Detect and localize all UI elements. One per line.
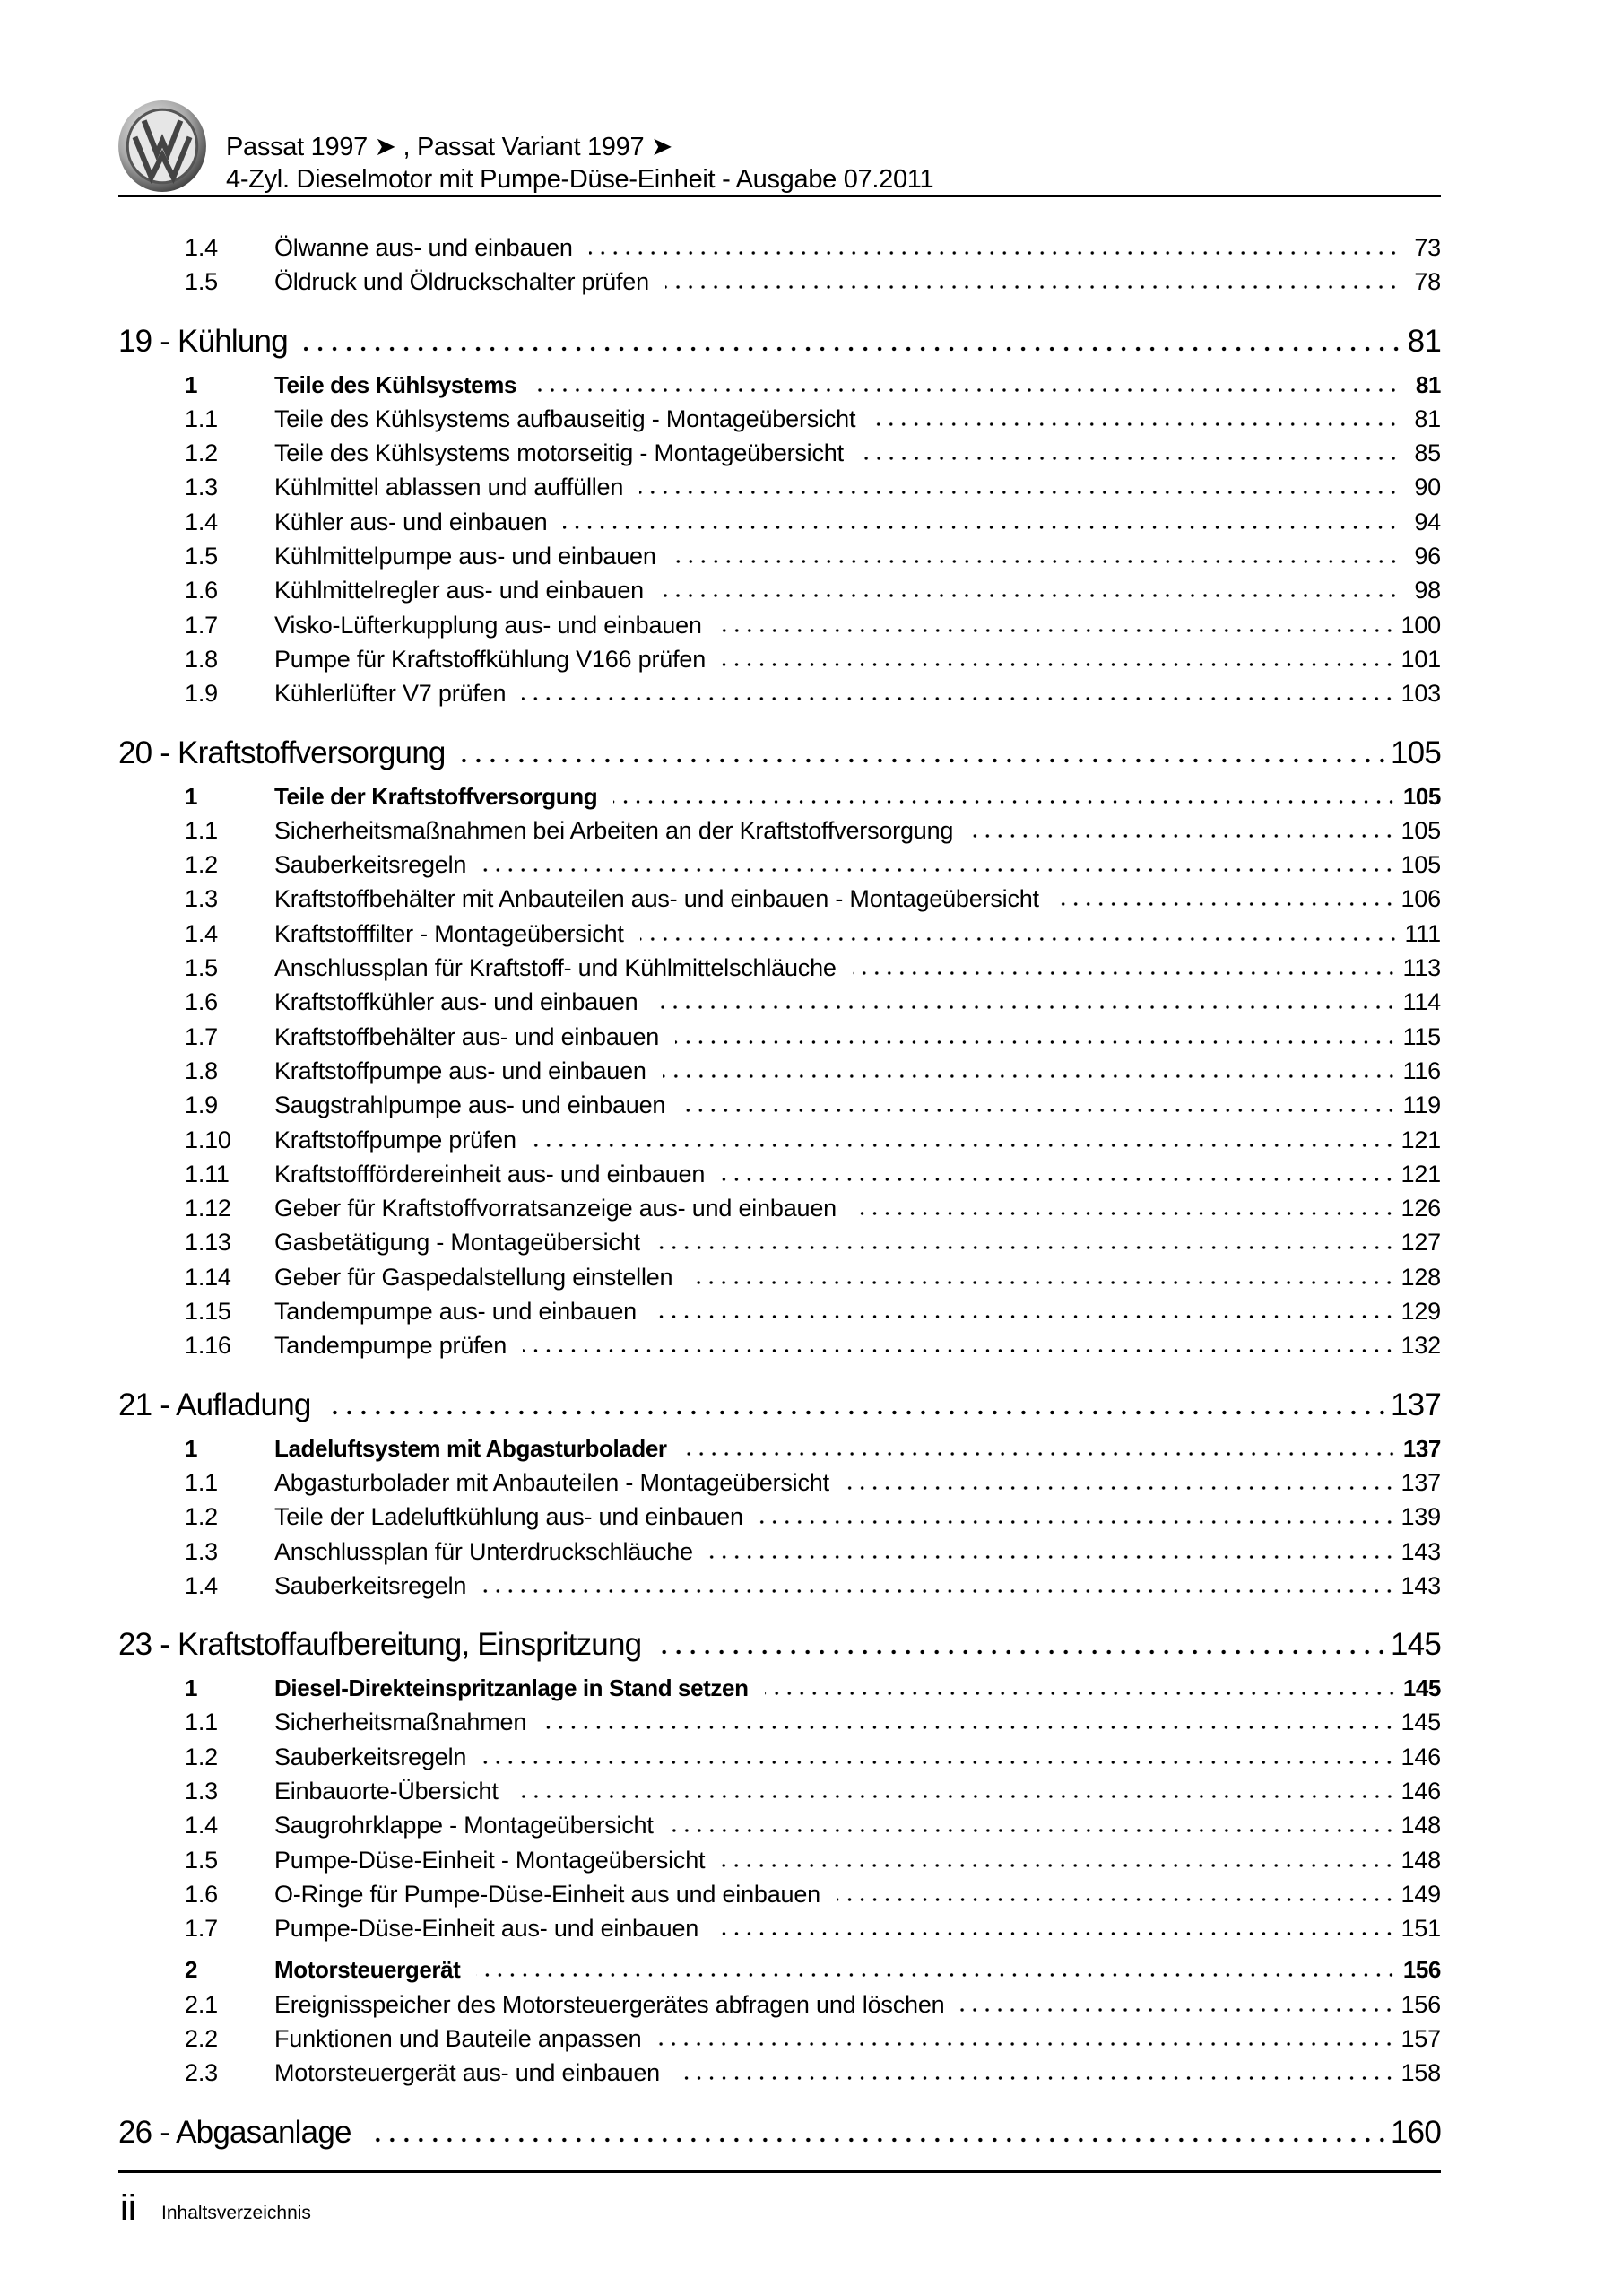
toc-title: Ölwanne aus- und einbauen [274,234,573,261]
toc-entry[interactable] [118,402,1441,436]
toc-page-number: 156 [1402,1956,1441,1984]
toc-page-number: 148 [1401,1812,1441,1839]
toc-entry[interactable] [118,1191,1441,1225]
toc-entry[interactable] [118,265,1441,299]
dot-leader [846,1485,1396,1491]
toc-title: Pumpe-Düse-Einheit aus- und einbauen [274,1915,699,1943]
toc-title: Teile des Kühlsystems motorseitig - Montageübersicht [274,439,844,467]
toc-page-number: 101 [1401,645,1441,673]
toc-section[interactable] [118,1431,1441,1465]
toc-entry[interactable] [118,1808,1441,1842]
toc-section[interactable] [118,1671,1441,1705]
toc-page-number: 139 [1401,1503,1441,1531]
dot-leader [533,1143,1396,1148]
footer-rule [118,2170,1441,2173]
toc-number: 1.15 [185,1298,231,1326]
toc-entry[interactable] [118,505,1441,539]
toc-entry[interactable] [118,2056,1441,2090]
dot-leader [683,1451,1398,1457]
toc-page-number: 132 [1401,1332,1441,1360]
toc-number: 1.2 [185,1743,218,1770]
toc-title: Öldruck und Öldruckschalter prüfen [274,268,649,296]
toc-page-number: 105 [1402,782,1441,810]
footer-page-number: ii [120,2188,136,2228]
toc-number: 1.9 [185,1091,218,1119]
toc-title: O-Ringe für Pumpe-Düse-Einheit aus und einbauen [274,1880,820,1908]
header-title: Passat 1997 ➤ , Passat Variant 1997 ➤ [226,133,673,161]
toc-number: 1 [185,782,198,810]
toc-title: Sauberkeitsregeln [274,1743,467,1770]
dot-leader [589,250,1400,256]
toc-title: Ladeluftsystem mit Abgasturbolader [274,1434,667,1462]
toc-page-number: 115 [1402,1022,1441,1050]
toc-chapter[interactable] [118,735,1441,771]
toc-title: Tandempumpe prüfen [274,1332,507,1360]
dot-leader [681,1108,1397,1113]
toc-page-number: 105 [1401,851,1441,879]
toc-page-number: 121 [1401,1160,1441,1187]
toc-title: Geber für Kraftstoffvorratsanzeige aus- und einbauen [274,1195,837,1222]
dot-leader [522,696,1395,701]
toc-page-number: 114 [1402,988,1441,1016]
dot-leader [721,1177,1395,1182]
toc-number: 1.7 [185,1915,218,1943]
toc-entry[interactable] [118,951,1441,985]
toc-entry[interactable] [118,539,1441,573]
toc-entry[interactable] [118,470,1441,504]
toc-entry[interactable] [118,1535,1441,1569]
dot-leader [533,387,1400,393]
toc-number: 1.4 [185,1812,218,1839]
toc-entry[interactable] [118,985,1441,1019]
toc-number: 1.5 [185,954,218,982]
toc-page-number: 100 [1401,611,1441,639]
toc-page-number: 126 [1401,1195,1441,1222]
toc-page-number: 116 [1402,1057,1441,1084]
toc-page-number: 127 [1401,1229,1441,1257]
toc-number: 2.1 [185,1990,218,2018]
toc-entry[interactable] [118,1877,1441,1911]
toc-title: Anschlussplan für Kraftstoff- und Kühlmittelschläuche [274,954,837,982]
toc-title: Teile des Kühlsystems aufbauseitig - Montageübersicht [274,404,856,432]
toc-title: Pumpe für Kraftstoffkühlung V166 prüfen [274,645,707,673]
toc-page-number: 157 [1401,2025,1441,2053]
toc-number: 1 [185,1674,198,1702]
toc-entry[interactable] [118,1225,1441,1259]
toc-number: 1 [185,1434,198,1462]
toc-entry[interactable] [118,1774,1441,1808]
toc-title: Kraftstofffördereinheit aus- und einbauen [274,1160,706,1187]
toc-page-number: 103 [1401,680,1441,708]
toc-entry[interactable] [118,2022,1441,2056]
toc-title: Saugrohrklappe - Montageübersicht [274,1812,654,1839]
toc-title: Kühlerlüfter V7 prüfen [274,680,507,708]
toc-title: Kraftstoffpumpe prüfen [274,1126,516,1153]
toc-entry[interactable] [118,1123,1441,1157]
footer-label: Inhaltsverzeichnis [161,2203,311,2223]
toc-page-number: 145 [1402,1674,1441,1702]
header-subtitle: 4-Zyl. Dieselmotor mit Pumpe-Düse-Einheit - Ausgabe 07.2011 [226,165,934,194]
toc-title: Abgasturbolader mit Anbauteilen - Montageübersicht [274,1468,829,1496]
toc-title: Kühler aus- und einbauen [274,508,548,535]
toc-chapter[interactable] [118,1627,1441,1663]
toc-number: 1.2 [185,851,218,879]
dot-leader [759,1519,1396,1525]
toc-page-number: 148 [1401,1846,1441,1874]
toc-number: 1.4 [185,234,218,261]
toc-title: Kraftstoffpumpe aus- und einbauen [274,1057,646,1084]
toc-number: 1.3 [185,1777,218,1805]
toc-page-number: 137 [1391,1387,1441,1422]
toc-title: 23 - Kraftstoffaufbereitung, Einspritzung [118,1627,642,1663]
toc-page-number: 145 [1391,1627,1441,1663]
dot-leader [304,346,1403,352]
toc-title: Sauberkeitsregeln [274,1571,467,1599]
toc-number: 1.6 [185,988,218,1016]
dot-leader [476,1972,1397,1978]
dot-leader [563,525,1400,530]
toc-entry[interactable] [118,608,1441,642]
toc-title: Diesel-Direkteinspritzanlage in Stand setzen [274,1674,749,1702]
toc-page-number: 128 [1401,1263,1441,1291]
dot-leader [542,1725,1395,1730]
toc-page-number: 156 [1401,1990,1441,2018]
toc-page-number: 149 [1401,1880,1441,1908]
dot-leader [368,2137,1389,2143]
toc-title: Kraftstoffkühler aus- und einbauen [274,988,638,1016]
toc-page-number: 98 [1414,577,1441,604]
toc-page-number: 78 [1414,268,1441,296]
toc-title: Kühlmittelregler aus- und einbauen [274,577,644,604]
toc-number: 1.9 [185,680,218,708]
toc-entry[interactable] [118,1705,1441,1739]
toc-entry[interactable] [118,1740,1441,1774]
toc-number: 1.2 [185,439,218,467]
dot-leader [715,1931,1395,1936]
toc-title: Kühlmittel ablassen und auffüllen [274,474,624,501]
dot-leader [654,1004,1397,1010]
toc-title: Pumpe-Düse-Einheit - Montageübersicht [274,1846,706,1874]
toc-entry[interactable] [118,1054,1441,1088]
toc-number: 1.4 [185,919,218,947]
toc-page-number: 81 [1415,370,1441,398]
toc-number: 1.4 [185,508,218,535]
toc-page-number: 96 [1414,543,1441,570]
header-rule [118,195,1441,197]
toc-section[interactable] [118,779,1441,813]
dot-leader [656,1245,1396,1250]
toc-title: Kraftstoffbehälter aus- und einbauen [274,1022,660,1050]
toc-page-number: 158 [1401,2059,1441,2087]
toc-number: 1.4 [185,1571,218,1599]
toc-entry[interactable] [118,1260,1441,1294]
dot-leader [657,1649,1389,1655]
toc-page-number: 73 [1414,234,1441,261]
toc-number: 1.8 [185,645,218,673]
toc-title: Motorsteuergerät aus- und einbauen [274,2059,660,2087]
toc-title: Sicherheitsmaßnahmen bei Arbeiten an der Kraftstoffversorgung [274,816,954,844]
toc-entry[interactable] [118,1328,1441,1362]
dot-leader [860,456,1400,461]
toc-number: 1.3 [185,885,218,913]
toc-number: 2 [185,1956,198,1984]
toc-chapter[interactable] [118,2115,1441,2151]
toc-number: 1.16 [185,1332,231,1360]
toc-page-number: 105 [1391,735,1441,770]
toc-page-number: 106 [1401,885,1441,913]
toc-entry[interactable] [118,1465,1441,1500]
toc-title: Geber für Gaspedalstellung einstellen [274,1263,673,1291]
dot-leader [462,758,1389,763]
toc-entry[interactable] [118,848,1441,882]
toc-number: 1.8 [185,1057,218,1084]
toc-entry[interactable] [118,573,1441,607]
toc-entry[interactable] [118,1088,1441,1122]
toc-page-number: 145 [1401,1709,1441,1736]
toc-entry[interactable] [118,1911,1441,1945]
toc-section[interactable] [118,1952,1441,1987]
toc-title: Teile der Ladeluftkühlung aus- und einbauen [274,1503,743,1531]
vw-logo [117,99,208,194]
toc-number: 1.6 [185,577,218,604]
toc-chapter[interactable] [118,324,1441,360]
toc-title: Kühlmittelpumpe aus- und einbauen [274,543,656,570]
toc-page-number: 143 [1401,1537,1441,1565]
dot-leader [853,1211,1396,1216]
dot-leader [613,799,1398,804]
dot-leader [709,1554,1396,1560]
toc-number: 1.2 [185,1503,218,1531]
toc-entry[interactable] [118,1569,1441,1603]
toc-entry[interactable] [118,1020,1441,1054]
toc-title: Ereignisspeicher des Motorsteuergerätes abfragen und löschen [274,1990,945,2018]
toc-number: 1.5 [185,1846,218,1874]
dot-leader [676,2075,1396,2081]
toc-number: 1.7 [185,1022,218,1050]
toc-page-number: 121 [1401,1126,1441,1153]
toc-number: 1.1 [185,404,218,432]
dot-leader [639,490,1400,495]
toc-entry[interactable] [118,1157,1441,1191]
toc-title: 20 - Kraftstoffversorgung [118,735,446,770]
toc-page-number: 94 [1414,508,1441,535]
toc-page-number: 113 [1402,954,1441,982]
toc-number: 1.6 [185,1880,218,1908]
dot-leader [482,867,1395,873]
toc-title: Kraftstofffilter - Montageübersicht [274,919,624,947]
dot-leader [853,970,1398,976]
toc-page-number: 81 [1407,323,1441,359]
toc-title: 21 - Aufladung [118,1387,311,1422]
dot-leader [722,662,1396,667]
toc-number: 1.14 [185,1263,231,1291]
dot-leader [327,1410,1389,1415]
dot-leader [670,1828,1396,1833]
toc-entry[interactable] [118,1294,1441,1328]
table-of-contents [118,230,1441,2151]
toc-page-number: 90 [1414,474,1441,501]
toc-page-number: 137 [1402,1434,1441,1462]
toc-page-number: 160 [1391,2114,1441,2150]
dot-leader [1055,901,1396,907]
dot-leader [660,593,1400,598]
toc-number: 1.5 [185,268,218,296]
toc-number: 1.12 [185,1195,231,1222]
toc-title: Visko-Lüfterkupplung aus- und einbauen [274,611,702,639]
toc-title: 26 - Abgasanlage [118,2114,351,2150]
toc-entry[interactable] [118,642,1441,676]
toc-title: Sicherheitsmaßnahmen [274,1709,527,1736]
toc-page-number: 143 [1401,1571,1441,1599]
dot-leader [872,422,1400,427]
toc-page-number: 146 [1401,1777,1441,1805]
toc-number: 2.3 [185,2059,218,2087]
toc-number: 1 [185,370,198,398]
toc-entry[interactable] [118,676,1441,710]
toc-entry[interactable] [118,1500,1441,1534]
toc-chapter[interactable] [118,1387,1441,1423]
toc-entry[interactable] [118,1987,1441,2022]
toc-entry[interactable] [118,917,1441,951]
dot-leader [482,1588,1395,1594]
dot-leader [969,833,1395,839]
toc-number: 1.1 [185,1468,218,1496]
toc-number: 1.3 [185,1537,218,1565]
toc-title: Teile der Kraftstoffversorgung [274,782,598,810]
dot-leader [672,559,1400,564]
toc-entry[interactable] [118,1843,1441,1877]
toc-page-number: 111 [1404,919,1441,947]
toc-title: Sauberkeitsregeln [274,851,467,879]
toc-number: 1.10 [185,1126,231,1153]
dot-leader [482,1760,1395,1765]
dot-leader [960,2007,1395,2013]
dot-leader [657,2041,1395,2047]
dot-leader [515,1794,1396,1799]
dot-leader [523,1348,1395,1353]
toc-title: Teile des Kühlsystems [274,370,517,398]
dot-leader [663,1074,1398,1079]
toc-title: Gasbetätigung - Montageübersicht [274,1229,640,1257]
toc-entry[interactable] [118,882,1441,916]
toc-entry[interactable] [118,230,1441,265]
toc-title: Anschlussplan für Unterdruckschläuche [274,1537,693,1565]
toc-page-number: 105 [1401,816,1441,844]
toc-title: Saugstrahlpumpe aus- und einbauen [274,1091,666,1119]
toc-title: Tandempumpe aus- und einbauen [274,1298,637,1326]
dot-leader [653,1314,1396,1319]
toc-entry[interactable] [118,436,1441,470]
toc-title: 19 - Kühlung [118,323,288,359]
toc-section[interactable] [118,368,1441,402]
toc-page-number: 119 [1402,1091,1441,1119]
dot-leader [665,284,1400,290]
toc-page-number: 129 [1401,1298,1441,1326]
toc-title: Motorsteuergerät [274,1956,461,1984]
toc-entry[interactable] [118,813,1441,848]
toc-page-number: 85 [1414,439,1441,467]
toc-number: 1.5 [185,543,218,570]
toc-number: 1.1 [185,1709,218,1736]
toc-number: 1.1 [185,816,218,844]
dot-leader [765,1691,1398,1696]
toc-title: Kraftstoffbehälter mit Anbauteilen aus- und einbauen - Montageübersicht [274,885,1039,913]
toc-page-number: 151 [1401,1915,1441,1943]
dot-leader [640,936,1400,942]
toc-page-number: 137 [1401,1468,1441,1496]
dot-leader [721,1863,1395,1868]
toc-number: 1.11 [185,1160,230,1187]
toc-number: 2.2 [185,2025,218,2053]
toc-number: 1.3 [185,474,218,501]
toc-title: Einbauorte-Übersicht [274,1777,499,1805]
toc-number: 1.13 [185,1229,231,1257]
dot-leader [689,1280,1395,1285]
toc-page-number: 81 [1414,404,1441,432]
toc-number: 1.7 [185,611,218,639]
dot-leader [837,1897,1396,1902]
toc-page-number: 146 [1401,1743,1441,1770]
dot-leader [718,628,1396,633]
dot-leader [675,1039,1397,1045]
toc-title: Funktionen und Bauteile anpassen [274,2025,642,2053]
